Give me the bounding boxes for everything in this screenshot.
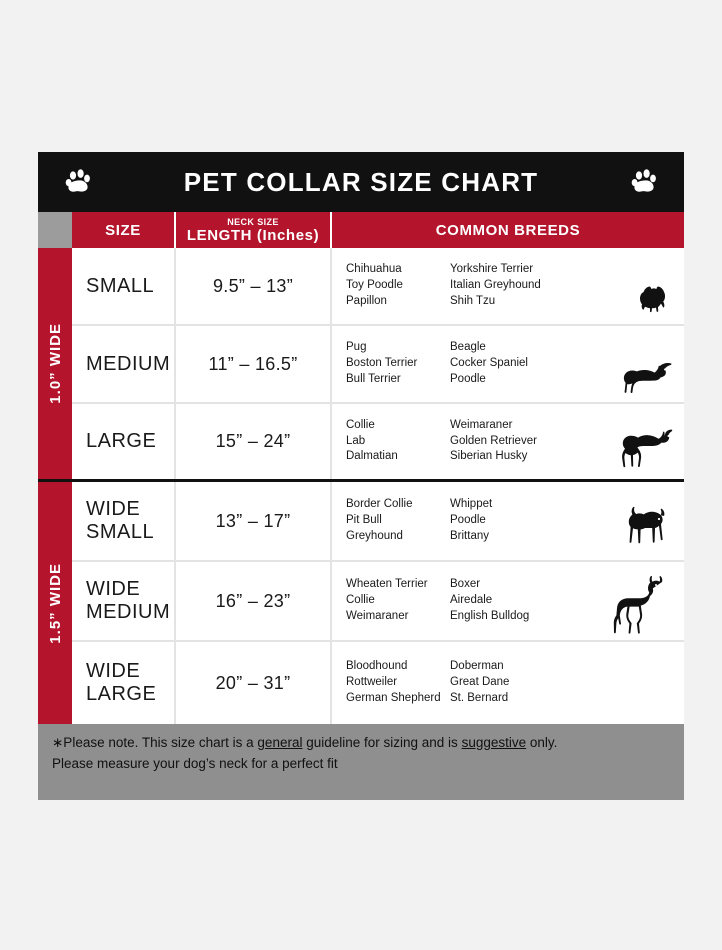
breed-item: Collie	[346, 418, 375, 431]
breed-column-1	[346, 262, 450, 310]
cell-length: 9.5” – 13”	[176, 248, 332, 324]
breed-item: Beagle	[450, 341, 486, 354]
breed-item: Papillon	[346, 294, 387, 307]
width-group-label-1.0	[38, 248, 72, 482]
column-header-common-breeds: COMMON BREEDS	[435, 221, 581, 239]
table-row	[72, 248, 684, 326]
breed-column-1	[346, 577, 450, 625]
breed-item: Toy Poodle	[346, 279, 403, 292]
breed-item: German Shepherd	[346, 691, 441, 704]
cell-length: 13” – 17”	[176, 482, 332, 560]
breed-item: Whippet	[450, 498, 493, 511]
doberman-silhouette-icon	[582, 724, 674, 800]
size-label-line2: LARGE	[86, 683, 157, 705]
breed-item: Brittany	[450, 529, 489, 542]
breed-item: Siberian Husky	[450, 450, 528, 463]
cell-size	[72, 326, 176, 402]
cell-length: 11” – 16.5”	[176, 326, 332, 402]
breed-item: Chihuahua	[346, 263, 402, 276]
footer-note	[38, 724, 684, 800]
breed-item: Lab	[346, 434, 366, 447]
breed-item: Bull Terrier	[346, 372, 401, 385]
breed-item: Poodle	[450, 372, 486, 385]
table-row	[72, 482, 684, 562]
width-group-label-text: 1.5” WIDE	[46, 562, 64, 644]
breed-item: Bloodhound	[346, 660, 408, 673]
footer-text-c: only.	[526, 735, 558, 750]
cell-breeds	[332, 326, 684, 402]
pet-collar-size-chart	[38, 152, 684, 800]
breed-column-1	[346, 340, 450, 388]
breed-column-2	[450, 577, 554, 625]
width-group-label-text: 1.0” WIDE	[46, 323, 64, 404]
breed-item: Doberman	[450, 660, 504, 673]
cell-breeds	[332, 562, 684, 640]
table-row	[72, 642, 684, 724]
bulldog-silhouette-icon	[612, 506, 678, 558]
size-label-line2: SMALL	[86, 521, 155, 543]
cell-breeds	[332, 248, 684, 324]
footer-text-b: guideline for sizing and is	[302, 735, 462, 750]
breed-item: Rottweiler	[346, 676, 398, 689]
width-group-labels	[38, 248, 72, 724]
breed-item: Pug	[346, 341, 367, 354]
column-header-length	[176, 212, 332, 248]
beagle-silhouette-icon	[616, 360, 678, 400]
breed-item: Wheaten Terrier	[346, 578, 428, 591]
width-group-label-1.5	[38, 482, 72, 724]
paw-icon	[630, 168, 658, 196]
table-row	[72, 562, 684, 642]
footer-note-line1	[52, 735, 557, 750]
breed-item: Italian Greyhound	[450, 279, 541, 292]
breed-column-2	[450, 418, 554, 466]
size-label-line1: WIDE	[86, 660, 141, 682]
breed-column-1	[346, 497, 450, 545]
page-title: PET COLLAR SIZE CHART	[183, 166, 539, 197]
cell-length: 16” – 23”	[176, 562, 332, 640]
cell-breeds	[332, 642, 684, 724]
breed-item: Poodle	[450, 514, 486, 527]
breed-item: Boston Terrier	[346, 357, 418, 370]
column-header-size: SIZE	[72, 212, 176, 248]
cell-size	[72, 404, 176, 479]
breed-item: Yorkshire Terrier	[450, 263, 534, 276]
breed-item: Weimaraner	[450, 418, 513, 431]
breed-item: Collie	[346, 594, 375, 607]
retriever-silhouette-icon	[608, 427, 678, 477]
table-header-row	[38, 212, 684, 248]
breed-column-2	[450, 262, 554, 310]
size-label: SMALL	[86, 274, 155, 297]
cell-length: 15” – 24”	[176, 404, 332, 479]
breed-item: Dalmatian	[346, 450, 398, 463]
cell-breeds	[332, 482, 684, 560]
breed-item: Pit Bull	[346, 514, 382, 527]
chart-title-bar	[38, 152, 684, 212]
size-label-line1: WIDE	[86, 578, 141, 600]
breed-column-2	[450, 659, 554, 707]
breed-column-1	[346, 659, 450, 707]
column-header-length-label: LENGTH (Inches)	[186, 226, 320, 244]
breed-item: Shih Tzu	[450, 294, 496, 307]
breed-item: Greyhound	[346, 529, 403, 542]
breed-item: English Bulldog	[450, 609, 530, 622]
breed-column-2	[450, 340, 554, 388]
breed-item: Border Collie	[346, 498, 413, 511]
footer-text-a: ∗Please note. This size chart is a	[52, 735, 258, 750]
footer-note-line2: Please measure your dog’s neck for a perfect fit	[52, 755, 338, 771]
cell-size	[72, 562, 176, 640]
footer-text-suggestive: suggestive	[461, 735, 527, 750]
breed-item: Golden Retriever	[450, 434, 537, 447]
cell-size	[72, 482, 176, 560]
small-fluffy-dog-silhouette-icon	[634, 282, 678, 322]
breed-column-1	[346, 418, 450, 466]
boxer-silhouette-icon	[600, 576, 678, 638]
column-header-neck-size: NECK SIZE	[227, 216, 279, 227]
header-spacer-cell	[38, 212, 72, 248]
size-label-line2: MEDIUM	[86, 601, 171, 623]
table-row	[72, 404, 684, 482]
breed-item: Boxer	[450, 578, 481, 591]
cell-size	[72, 248, 176, 324]
breed-item: Great Dane	[450, 676, 510, 689]
breed-item: Airedale	[450, 594, 493, 607]
cell-breeds	[332, 404, 684, 479]
breed-item: Cocker Spaniel	[450, 357, 528, 370]
paw-icon	[64, 168, 92, 196]
cell-size	[72, 642, 176, 724]
table-body	[38, 248, 684, 724]
breed-item: St. Bernard	[450, 691, 509, 704]
size-rows	[72, 248, 684, 724]
cell-length: 20” – 31”	[176, 642, 332, 724]
size-label-line1: WIDE	[86, 498, 141, 520]
breed-column-2	[450, 497, 554, 545]
footer-text-general: general	[257, 735, 303, 750]
table-row	[72, 326, 684, 404]
size-label: MEDIUM	[86, 352, 171, 375]
size-label: LARGE	[86, 430, 157, 452]
breed-item: Weimaraner	[346, 609, 409, 622]
